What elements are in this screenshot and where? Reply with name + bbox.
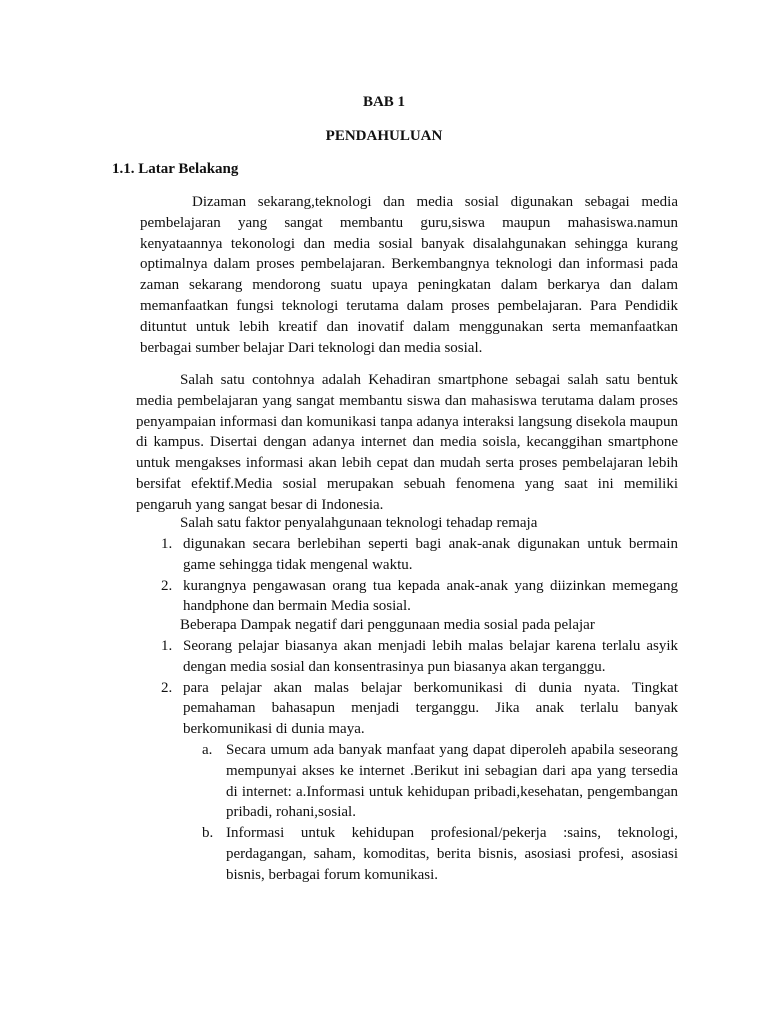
- list-marker: 1.: [161, 536, 173, 552]
- list-item: [161, 576, 678, 618]
- dampak-intro: Beberapa Dampak negatif dari penggunaan media sosial pada pelajar: [180, 617, 595, 633]
- list-item: [161, 636, 678, 678]
- list-marker: 2.: [161, 577, 173, 594]
- paragraph-smartphone: Salah satu contohnya adalah Kehadiran smartphone sebagai salah satu bentuk media pembelajaran yang sangat membantu siswa dan mahasiswa terutama dalam proses penyampaian informasi dan komunikasi tanpa adanya interaksi langsung disekola maupun di kampus. Disertai dengan adanya internet dan media soisla, kecanggihan smartphone untuk mengakses informasi akan lebih cepat dan mudah serta proses pembelajaran lebih bersifat efektif.Media sosial merupakan sebuah fenomena yang saat ini memiliki pengaruh yang sangat besar di Indonesia.: [136, 372, 678, 513]
- faktor-list: [161, 534, 678, 617]
- list-item-text: digunakan secara berlebihan seperti bagi anak-anak digunakan untuk bermain game sehingga tidak mengenal waktu.: [183, 536, 678, 573]
- faktor-intro: Salah satu faktor penyalahgunaan teknologi tehadap remaja: [180, 515, 538, 531]
- chapter-title: PENDAHULUAN: [325, 128, 443, 144]
- chapter-number: BAB 1: [362, 94, 406, 110]
- list-item: [161, 534, 678, 576]
- list-item-text: para pelajar akan malas belajar berkomunikasi di dunia nyata. Tingkat pemahaman bahasapun menjadi terganggu. Jika anak terlalu banyak berkomunikasi di dunia maya.: [183, 679, 678, 738]
- list-marker: 1.: [161, 638, 173, 654]
- list-marker: 2.: [161, 679, 173, 696]
- list-item: [161, 678, 678, 740]
- paragraph-intro: Dizaman sekarang,teknologi dan media sosial digunakan sebagai media pembelajaran yang sangat membantu guru,siswa maupun mahasiswa.namun kenyataannya tekonologi dan media sosial banyak disalahgunakan sehingga kurang optimalnya dalam proses pembelajaran. Berkembangnya teknologi dan informasi pada zaman sekarang mendorong suatu upaya peningkatan dalam berkarya dan dalam memanfaatkan fungsi teknologi terutama dalam proses pembelajaran. Para Pendidik dituntut untuk lebih kreatif dan inovatif dalam menggunakan serta memanfaatkan berbagai sumber belajar Dari teknologi dan media sosial.: [140, 194, 678, 356]
- manfaat-sub-list: [202, 740, 678, 886]
- list-marker: b.: [202, 825, 214, 842]
- list-marker: a.: [202, 742, 213, 758]
- list-item-text: Seorang pelajar biasanya akan menjadi lebih malas belajar karena terlalu asyik dengan media sosial dan konsentrasinya pun biasanya akan terganggu.: [183, 638, 678, 675]
- list-item-text: kurangnya pengawasan orang tua kepada anak-anak yang diizinkan memegang handphone dan bermain Media sosial.: [183, 577, 678, 615]
- list-item-text: Secara umum ada banyak manfaat yang dapat diperoleh apabila seseorang mempunyai akses ke internet .Berikut ini sebagian dari apa yang tersedia di internet: a.Informasi untuk kehidupan pribadi,kesehatan, pengembangan pribadi, rohani,sosial.: [226, 742, 678, 821]
- list-item-text: Informasi untuk kehidupan profesional/pekerja :sains, teknologi, perdagangan, saham, komoditas, berita bisnis, asosiasi profesi, asosiasi bisnis, berbagai forum komunikasi.: [226, 825, 678, 883]
- dampak-list: [161, 636, 678, 740]
- list-item: [202, 740, 678, 823]
- section-title: 1.1. Latar Belakang: [112, 161, 239, 177]
- list-item: [202, 823, 678, 885]
